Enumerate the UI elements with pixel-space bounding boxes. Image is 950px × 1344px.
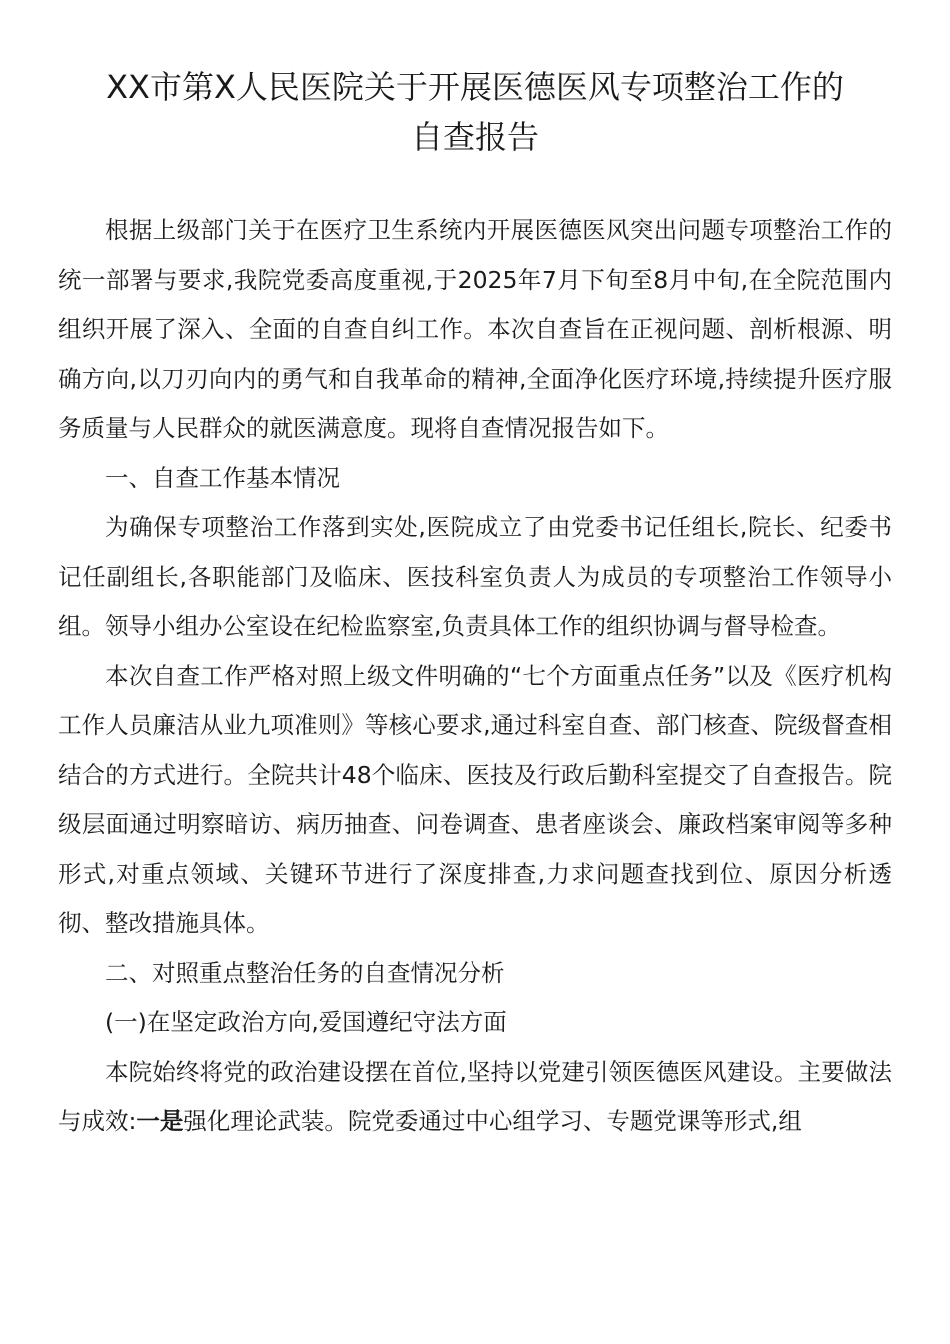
- subsection-1-heading: (一)在坚定政治方向,爱国遵纪守法方面: [105, 1008, 507, 1036]
- subsection-1-bold-marker: 一是: [136, 1107, 184, 1135]
- subsection-1-rest: 强化理论武装。院党委通过中心组学习、专题党课等形式,组: [183, 1107, 802, 1135]
- subsection-1-paragraph: [58, 1048, 892, 1147]
- intro-paragraph: 根据上级部门关于在医疗卫生系统内开展医德医风突出问题专项整治工作的统一部署与要求,我院党委高度重视,于2025年7月下旬至8月中旬,在全院范围内组织开展了深入、全面的自查自纠工作。本次自查旨在正视问题、剖析根源、明确方向,以刀刃向内的勇气和自我革命的精神,全面净化医疗环境,持续提升医疗服务质量与人民群众的就医满意度。现将自查情况报告如下。: [58, 216, 892, 442]
- document-title: [58, 62, 892, 162]
- subsection-1-lead: 本院始终将党的政治建设摆在首位,坚持以党建引领医德医风建设。主要做法与成效:: [58, 1057, 892, 1135]
- title-line-2: 自查报告: [410, 118, 539, 156]
- section-2-heading: 二、对照重点整治任务的自查情况分析: [105, 958, 505, 987]
- title-line-1: XX市第X人民医院关于开展医德医风专项整治工作的: [106, 68, 844, 106]
- section-1-paragraph-2: 本次自查工作严格对照上级文件明确的“七个方面重点任务”以及《医疗机构工作人员廉洁从业九项准则》等核心要求,通过科室自查、部门核查、院级督查相结合的方式进行。全院共计48个临床、医技及行政后勤科室提交了自查报告。院级层面通过明察暗访、病历抽查、问卷调查、患者座谈会、廉政档案审阅等多种形式,对重点领域、关键环节进行了深度排查,力求问题查找到位、原因分析透彻、整改措施具体。: [58, 661, 892, 937]
- section-1-paragraph-1: 为确保专项整治工作落到实处,医院成立了由党委书记任组长,院长、纪委书记任副组长,各职能部门及临床、医技科室负责人为成员的专项整治工作领导小组。领导小组办公室设在纪检监察室,负责具体工作的组织协调与督导检查。: [58, 513, 892, 640]
- section-1-heading: 一、自查工作基本情况: [105, 463, 340, 492]
